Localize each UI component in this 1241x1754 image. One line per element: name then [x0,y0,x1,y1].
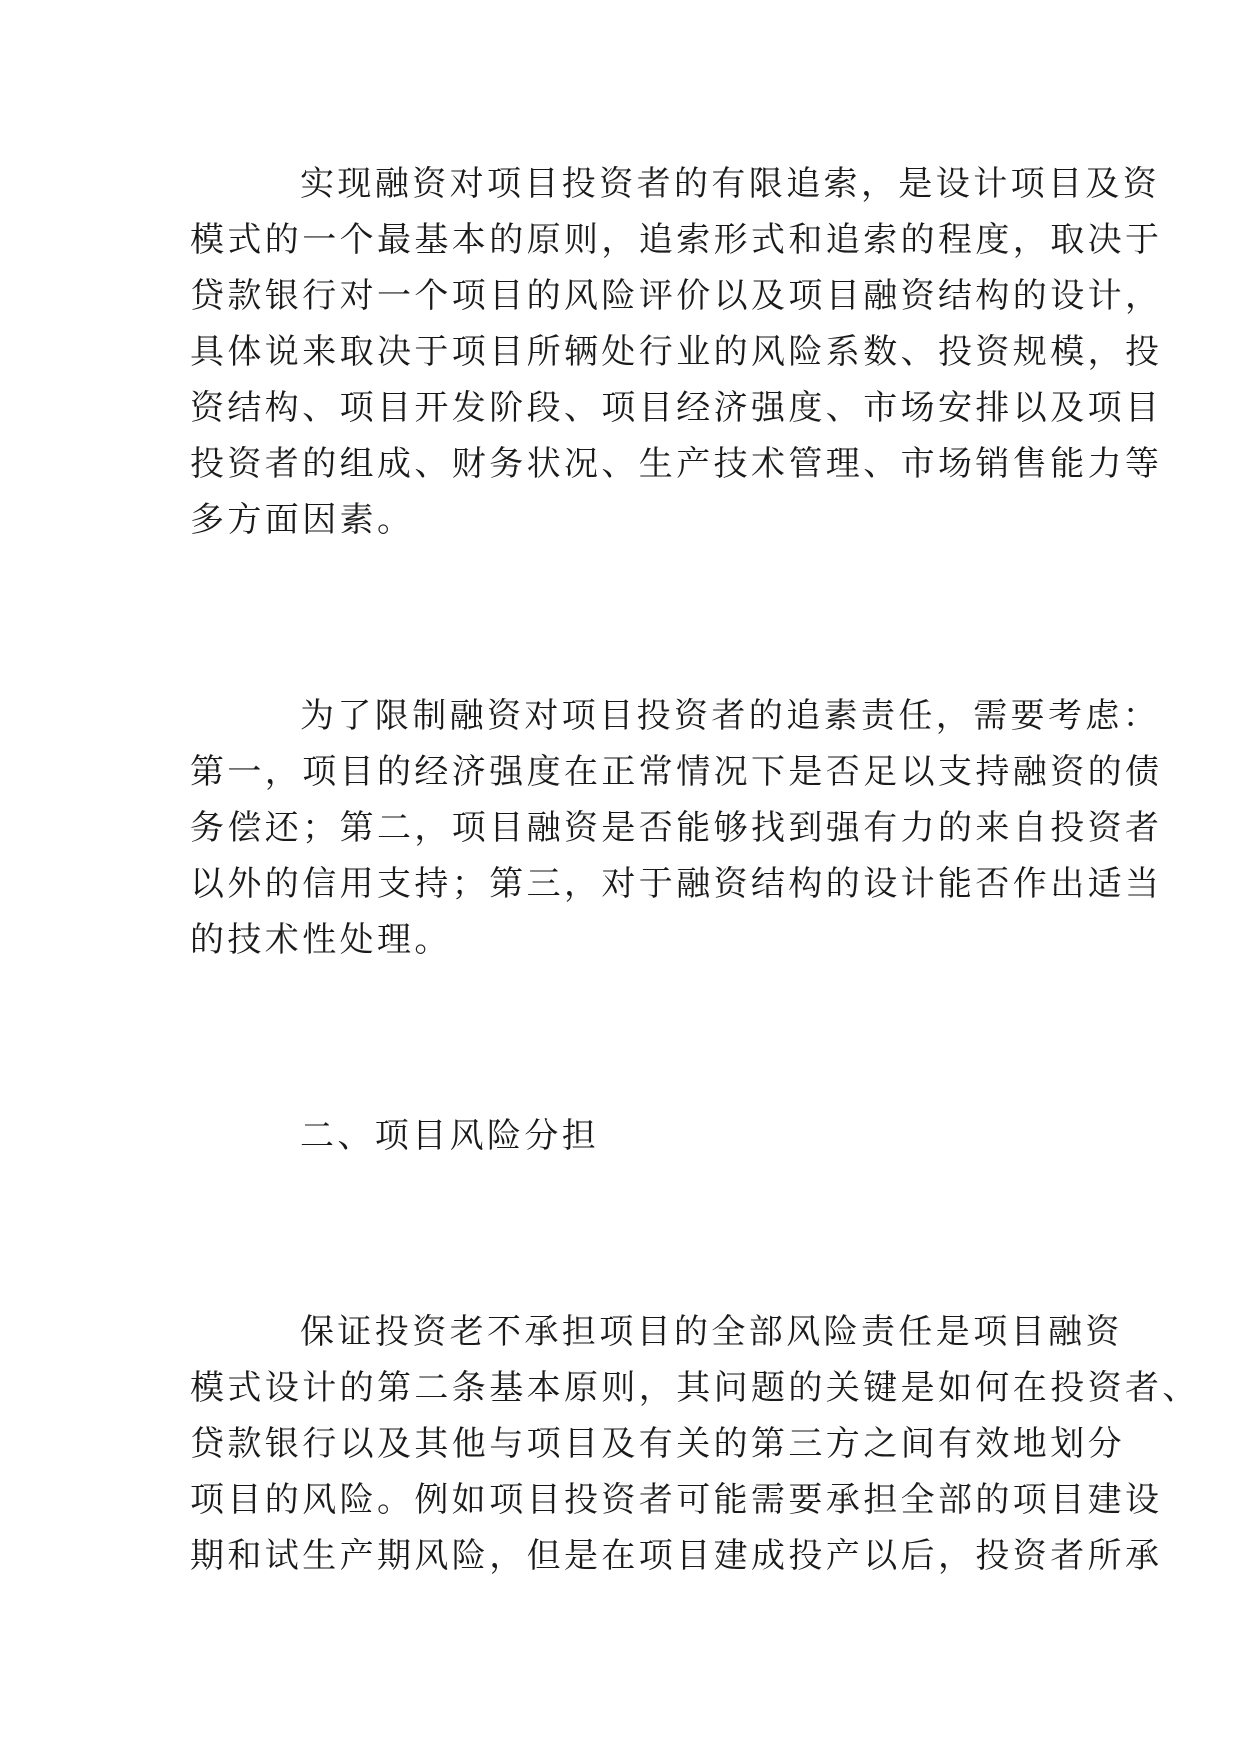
paragraph-2-line-4: 以外的信用支持；第三，对于融资结构的设计能否作出适当 [190,864,1163,904]
paragraph-3-line-3: 贷款银行以及其他与项目及有关的第三方之间有效地划分 [190,1424,1125,1464]
paragraph-2-line-2: 第一，项目的经济强度在正常情况下是否足以支持融资的债 [190,752,1163,792]
paragraph-3-line-4: 项目的风险。例如项目投资者可能需要承担全部的项目建设 [190,1480,1163,1520]
paragraph-3-line-1: 保证投资老不承担项目的全部风险责任是项目融资 [300,1312,1123,1352]
paragraph-1-line-5: 资结构、项目开发阶段、项目经济强度、市场安排以及项目 [190,388,1163,428]
paragraph-1-line-1: 实现融资对项目投资者的有限追索，是设计项目及资 [300,164,1161,204]
paragraph-1-line-3: 贷款银行对一个项目的风险评价以及项目融资结构的设计， [190,276,1163,316]
paragraph-3-line-5: 期和试生产期风险，但是在项目建成投产以后，投资者所承 [190,1536,1163,1576]
paragraph-3-line-2: 模式设计的第二条基本原则，其问题的关键是如何在投资者、 [190,1368,1200,1408]
section-heading: 二、项目风险分担 [300,1116,600,1156]
paragraph-2-line-1: 为了限制融资对项目投资者的追素责任，需要考虑： [300,696,1161,736]
paragraph-1-line-6: 投资者的组成、财务状况、生产技术管理、市场销售能力等 [190,444,1163,484]
paragraph-2-line-5: 的技术性处理。 [190,920,452,960]
paragraph-2-line-3: 务偿还；第二，项目融资是否能够找到强有力的来自投资者 [190,808,1163,848]
paragraph-1-line-7: 多方面因素。 [190,500,415,540]
paragraph-1-line-2: 模式的一个最基本的原则，追索形式和追索的程度，取决于 [190,220,1163,260]
paragraph-1-line-4: 具体说来取决于项目所辆处行业的风险系数、投资规模，投 [190,332,1163,372]
